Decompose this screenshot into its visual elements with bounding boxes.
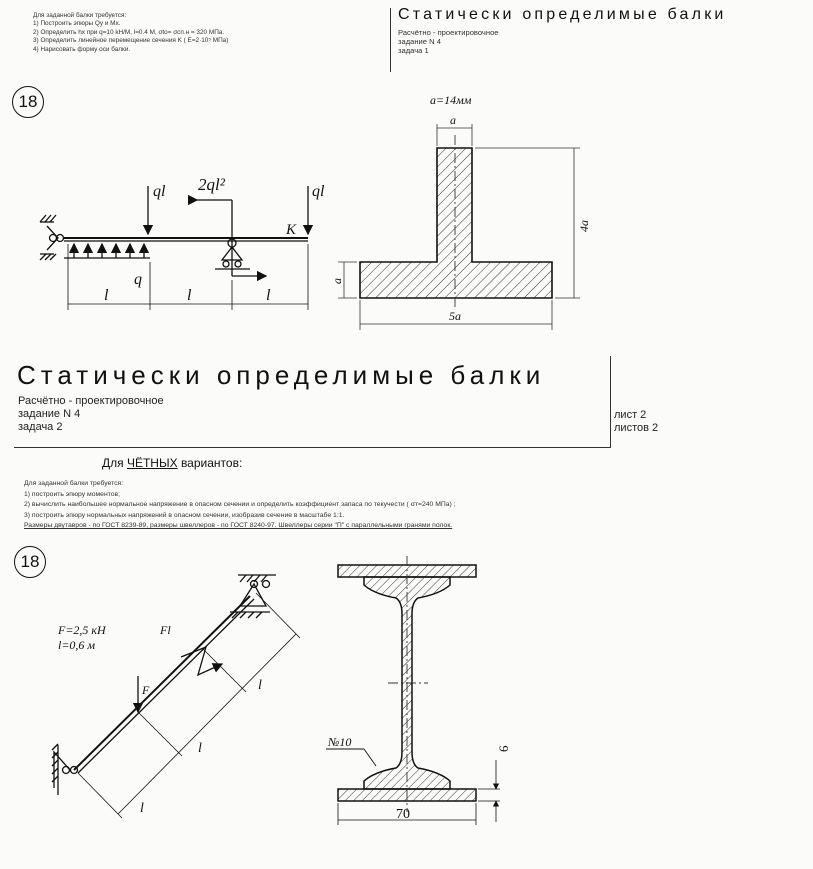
- even-variants-heading: [102, 456, 242, 470]
- task1-q-label: q: [134, 271, 142, 288]
- task2-beam-diagram: [52, 575, 300, 818]
- task1-req-line: 1) Построить эпюры Qу и Мх.: [33, 20, 121, 28]
- even-heading-suffix: вариантов:: [177, 456, 243, 470]
- task2-span-3: l: [140, 801, 144, 816]
- task1-t-section: [338, 124, 580, 330]
- task2-divider: [610, 356, 611, 448]
- sheet-total: листов 2: [614, 422, 659, 434]
- task1-req-line: 4) Нарисовать форму оси балки.: [33, 45, 131, 53]
- task1-req-line: 3) Определить линейное перемещение сечения K ( E=2·10⁵ МПа): [33, 37, 229, 45]
- task2-subtitle: [18, 395, 164, 434]
- task2-channel-label: №10: [328, 735, 352, 749]
- task2-span-2: l: [198, 741, 202, 756]
- task2-sheet-info: [614, 409, 658, 435]
- task1-req-line: Для заданной балки требуется:: [33, 12, 127, 19]
- task2-dim-thickness: 6: [496, 745, 511, 752]
- task2-underline: [14, 447, 611, 448]
- task2-req-line: 1) построить эпюру моментов;: [24, 490, 121, 498]
- task2-composite-section: [326, 556, 500, 825]
- task2-l-value: l=0,6 м: [58, 638, 96, 652]
- task1-dim-height: 4a: [577, 220, 591, 232]
- task1-variant-badge: 18: [12, 86, 44, 118]
- even-heading-prefix: Для: [102, 456, 127, 470]
- task2-span-1: l: [258, 678, 262, 693]
- even-heading-underlined: ЧЁТНЫХ: [126, 456, 178, 470]
- task1-req-line: 2) Определить hх при q=10 kH/M, l=0.4 M, σtо= σсп.н = 320 MПа.: [33, 28, 225, 36]
- task2-requirements: [24, 479, 804, 532]
- task2-moment-fl: Fl: [160, 623, 171, 637]
- task2-dim-width: 70: [396, 807, 410, 822]
- task1-span-1: l: [104, 287, 109, 304]
- task2-req-line: 2) вычислить наибольшее нормальное напряжение в опасном сечении и определить коэффициент запаса по текучести ( σт=240 МПа) ;: [24, 501, 456, 508]
- standards-note: Размеры двутавров - по ГОСТ 8239-89, размеры швеллеров - по ГОСТ 8240-97. Швеллеры серии "П" с параллельными гранями полок.: [24, 522, 453, 529]
- task2-req-line: Для заданной балки требуется:: [24, 480, 124, 487]
- task2-variant-badge: 18: [14, 546, 46, 578]
- task1-dim-a-top: a: [450, 113, 456, 127]
- sheet-number: лист 2: [614, 409, 647, 421]
- task1-span-3: l: [266, 287, 271, 304]
- task2-req-line: 3) построить эпюру нормальных напряжений в опасном сечении, изобразив сечение в масштабе 1:1.: [24, 511, 345, 519]
- task1-span-2: l: [187, 287, 192, 304]
- task2-title: Статически определимые балки: [17, 360, 546, 390]
- task2-subtitle-line: Расчётно - проектировочное: [18, 395, 164, 407]
- task1-section-k: K: [286, 222, 297, 238]
- task1-subtitle-line: Расчётно - проектировочное: [398, 28, 499, 37]
- task1-dim-width: 5a: [449, 309, 461, 323]
- task2-f-value: F=2,5 кН: [58, 623, 106, 637]
- task1-dim-flange: a: [330, 278, 344, 284]
- task1-subtitle-line: задача 1: [398, 46, 429, 55]
- task2-force-f: F: [142, 683, 150, 697]
- task1-load-ql-right: ql: [312, 183, 325, 200]
- task1-moment-label: 2ql²: [198, 175, 225, 194]
- task1-a-value: a=14мм: [430, 93, 472, 107]
- task1-title: Статически определимые балки: [398, 6, 727, 23]
- task2-subtitle-line: задание N 4: [18, 408, 81, 420]
- task1-subtitle-line: задание N 4: [398, 37, 441, 46]
- task2-subtitle-line: задача 2: [18, 421, 63, 433]
- task1-load-ql-left: ql: [153, 183, 166, 200]
